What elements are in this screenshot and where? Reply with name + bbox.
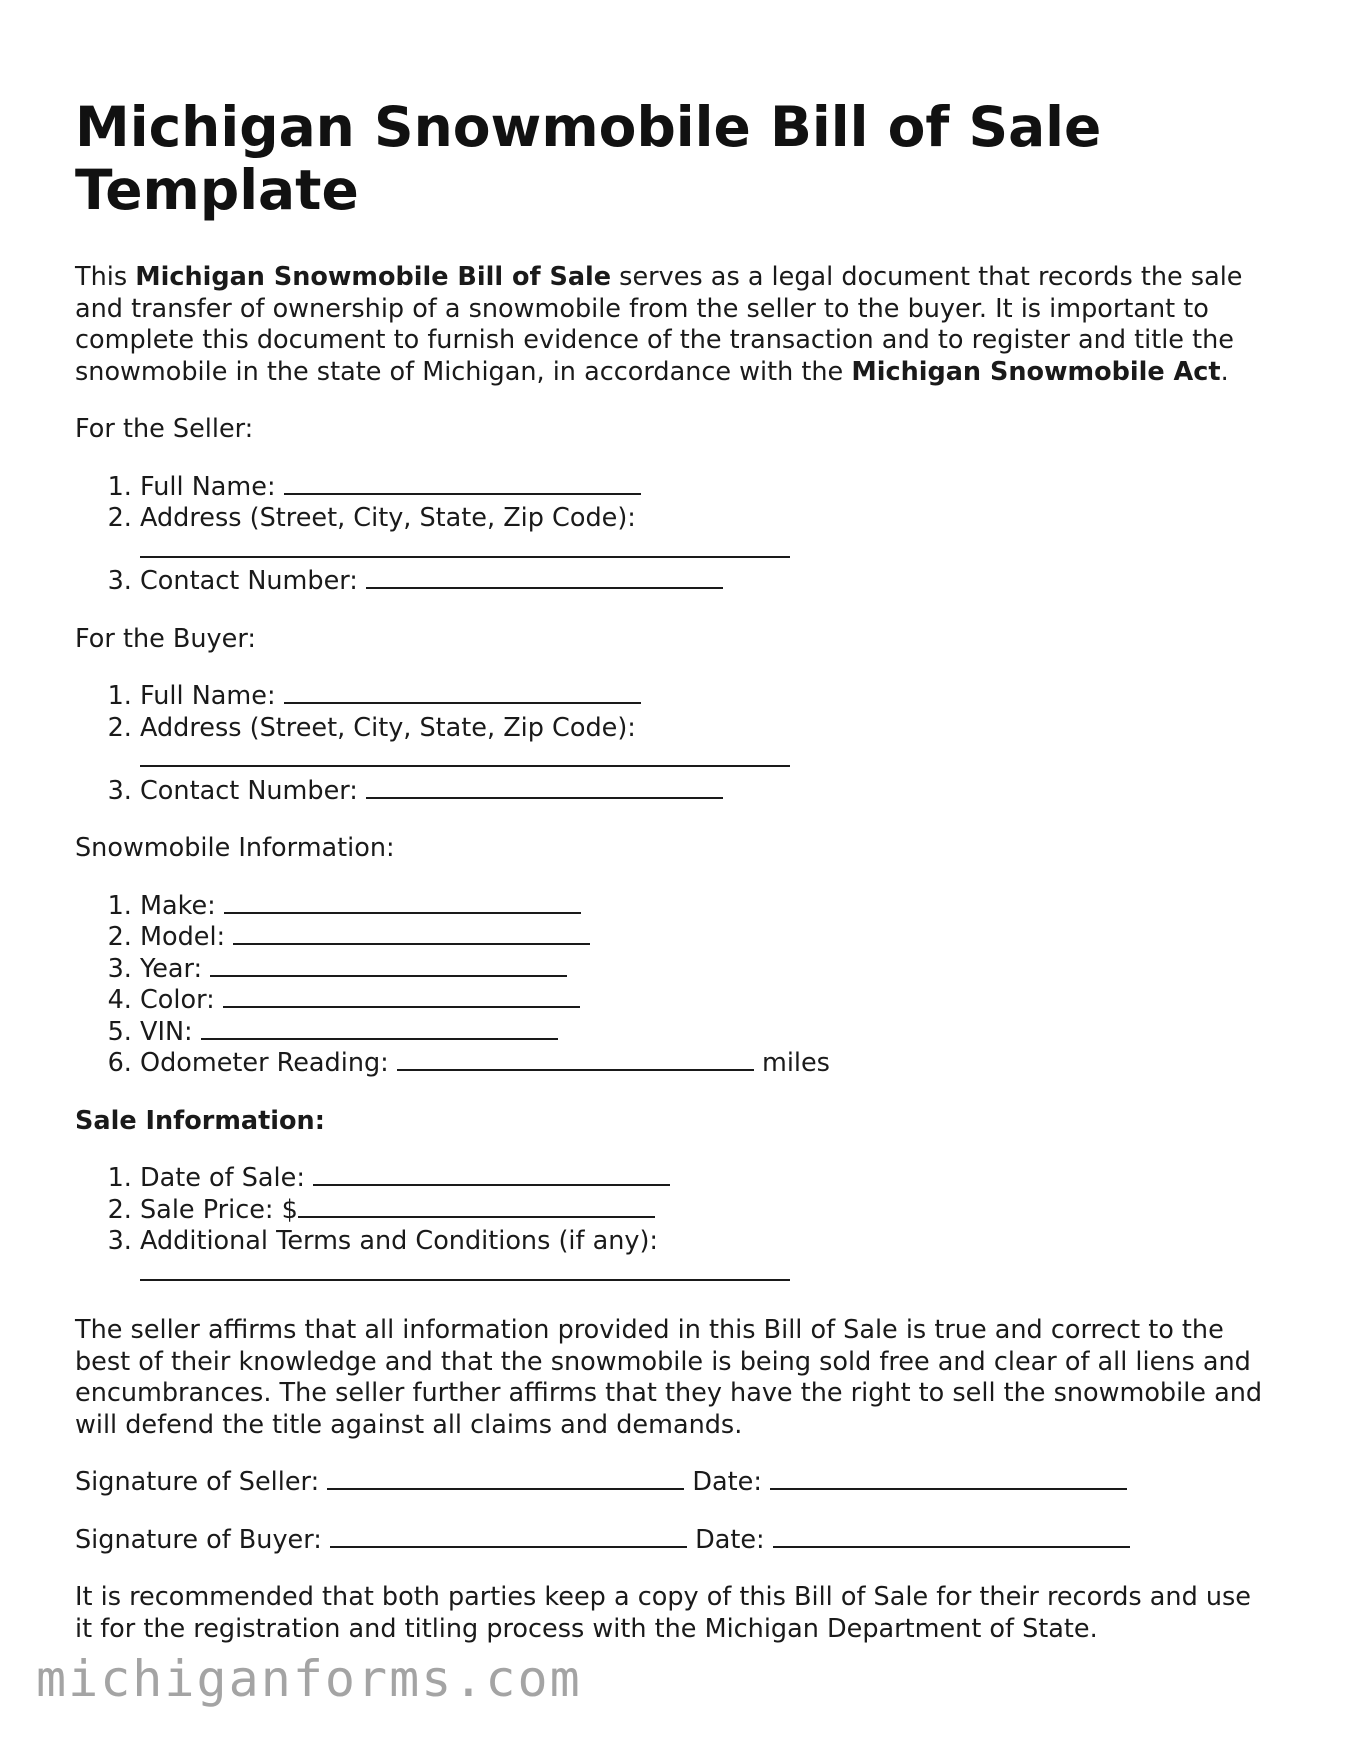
seller-address-field[interactable] xyxy=(140,536,790,558)
sale-price-field[interactable] xyxy=(298,1196,655,1218)
year-field[interactable] xyxy=(210,955,567,977)
buyer-date-label: Date: xyxy=(695,1524,765,1555)
seller-date-field[interactable] xyxy=(770,1468,1127,1490)
buyer-list xyxy=(75,681,1275,807)
seller-full-name-item xyxy=(140,472,1275,504)
vin-field[interactable] xyxy=(201,1018,558,1040)
make-item xyxy=(140,891,1275,923)
buyer-contact-label: Contact Number: xyxy=(140,775,358,806)
color-label: Color: xyxy=(140,985,215,1015)
buyer-signature-field[interactable] xyxy=(330,1526,687,1548)
intro-bold-act: Michigan Snowmobile Act xyxy=(851,356,1221,387)
seller-contact-field[interactable] xyxy=(366,567,723,589)
year-item xyxy=(140,954,1275,986)
intro-text-2: serves as a legal document that records the sale and transfer of ownership of a snowmobile from the seller to the buyer. It is important to complete this document to furnish evidence of the transaction and to register and title the snowmobile in the state of Michigan, in accordance with the xyxy=(75,262,1243,387)
sale-date-item xyxy=(140,1163,1275,1195)
sale-terms-item xyxy=(140,1226,1275,1289)
seller-full-name-label: Full Name: xyxy=(140,471,276,502)
snowmobile-list xyxy=(75,891,1275,1080)
seller-list xyxy=(75,472,1275,598)
odometer-unit: miles xyxy=(761,1048,830,1078)
buyer-contact-field[interactable] xyxy=(366,777,723,799)
page-title: Michigan Snowmobile Bill of Sale Template xyxy=(75,95,1102,222)
color-item xyxy=(140,985,1275,1017)
sale-heading-text: Sale Information: xyxy=(75,1105,325,1136)
make-label: Make: xyxy=(140,890,216,921)
buyer-signature-row xyxy=(75,1525,1275,1557)
color-field[interactable] xyxy=(223,986,580,1008)
buyer-full-name-field[interactable] xyxy=(284,682,641,704)
buyer-full-name-item xyxy=(140,681,1275,713)
seller-heading: For the Seller: xyxy=(75,414,254,444)
recommendation-paragraph: It is recommended that both parties keep a copy of this Bill of Sale for their records and use it for the registration and titling process with the Michigan Department of State. xyxy=(75,1582,1252,1644)
buyer-full-name-label: Full Name: xyxy=(140,681,276,711)
seller-contact-label: Contact Number: xyxy=(140,566,358,596)
buyer-address-item xyxy=(140,713,1275,776)
intro-bold-title: Michigan Snowmobile Bill of Sale xyxy=(135,262,612,292)
snowmobile-heading: Snowmobile Information: xyxy=(75,833,395,863)
sale-heading xyxy=(75,1106,1275,1138)
sale-list xyxy=(75,1163,1275,1289)
model-item xyxy=(140,922,1275,954)
year-label: Year: xyxy=(140,953,203,984)
seller-signature-field[interactable] xyxy=(327,1468,684,1490)
buyer-heading: For the Buyer: xyxy=(75,623,256,654)
odometer-label: Odometer Reading: xyxy=(140,1048,389,1078)
odometer-field[interactable] xyxy=(397,1049,754,1071)
vin-item xyxy=(140,1017,1275,1049)
odometer-item xyxy=(140,1048,1275,1080)
make-field[interactable] xyxy=(224,892,581,914)
buyer-address-field[interactable] xyxy=(140,745,790,767)
document-page xyxy=(75,96,1275,1671)
intro-paragraph xyxy=(75,262,1275,388)
vin-label: VIN: xyxy=(140,1016,193,1047)
seller-address-item xyxy=(140,503,1275,566)
sale-date-field[interactable] xyxy=(313,1164,670,1186)
sale-price-label: Sale Price: $ xyxy=(140,1194,298,1225)
seller-full-name-field[interactable] xyxy=(284,473,641,495)
buyer-contact-item xyxy=(140,776,1275,808)
sale-terms-field[interactable] xyxy=(140,1259,790,1281)
seller-signature-row xyxy=(75,1467,1275,1499)
seller-date-label: Date: xyxy=(692,1467,762,1497)
sale-date-label: Date of Sale: xyxy=(140,1163,305,1193)
watermark-logo: michiganforms.com xyxy=(36,1650,582,1708)
affirmation-paragraph: The seller affirms that all information provided in this Bill of Sale is true and correct to the best of their knowledge and that the snowmobile is being sold free and clear of all liens and encumbrances. The seller further affirms that they have the right to sell the snowmobile and will defend the title against all claims and demands. xyxy=(75,1315,1263,1440)
sale-price-item xyxy=(140,1195,1275,1227)
intro-text-1: This xyxy=(75,262,136,292)
buyer-address-label: Address (Street, City, State, Zip Code): xyxy=(140,712,636,743)
buyer-signature-label: Signature of Buyer: xyxy=(75,1524,322,1555)
sale-terms-label: Additional Terms and Conditions (if any): xyxy=(140,1226,659,1256)
buyer-date-field[interactable] xyxy=(773,1526,1130,1548)
intro-text-3: . xyxy=(1220,356,1229,387)
seller-address-label: Address (Street, City, State, Zip Code): xyxy=(140,503,636,533)
seller-signature-label: Signature of Seller: xyxy=(75,1467,320,1497)
model-field[interactable] xyxy=(233,923,590,945)
model-label: Model: xyxy=(140,922,226,952)
seller-contact-item xyxy=(140,566,1275,598)
